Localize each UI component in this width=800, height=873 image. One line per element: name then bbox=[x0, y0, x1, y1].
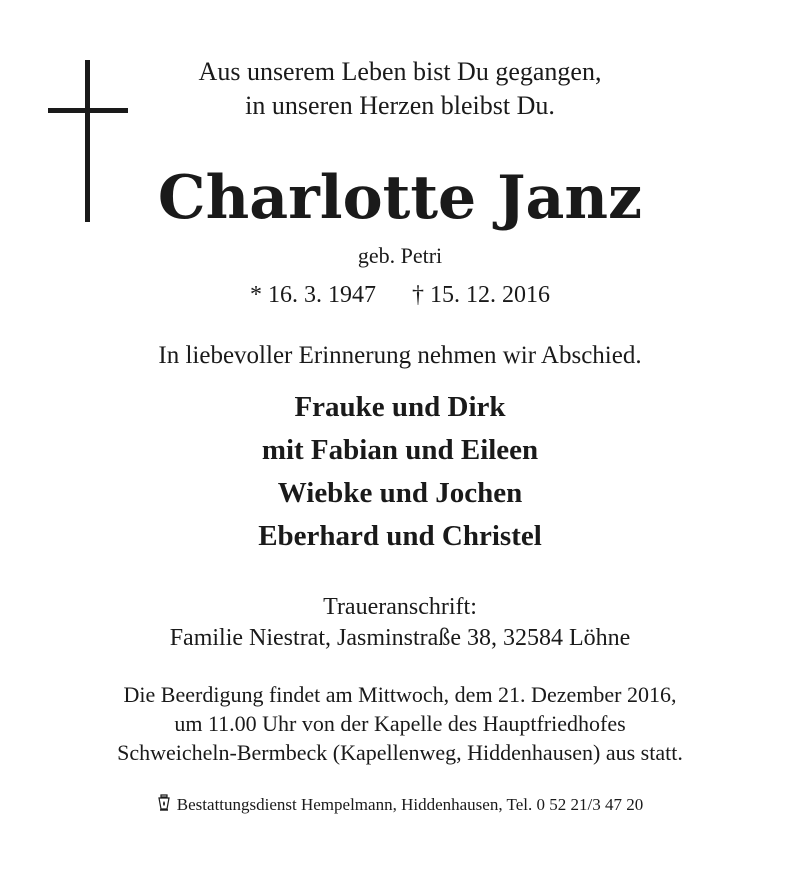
undertaker-info bbox=[0, 794, 800, 818]
birth-date: * 16. 3. 1947 bbox=[250, 282, 376, 308]
funeral-info-line-2: um 11.00 Uhr von der Kapelle des Hauptfriedhofes bbox=[174, 711, 626, 736]
grave-lantern-icon bbox=[157, 794, 171, 818]
undertaker-text: Bestattungsdienst Hempelmann, Hiddenhausen, Tel. 0 52 21/3 47 20 bbox=[176, 795, 644, 814]
death-date: † 15. 12. 2016 bbox=[412, 282, 550, 308]
mourner-line: Frauke und Dirk bbox=[294, 391, 506, 423]
address-label: Traueranschrift: bbox=[323, 594, 477, 620]
mourner-line: Wiebke und Jochen bbox=[277, 477, 523, 509]
funeral-info-line-1: Die Beerdigung findet am Mittwoch, dem 21. Dezember 2016, bbox=[123, 682, 677, 707]
farewell-text: In liebevoller Erinnerung nehmen wir Abschied. bbox=[158, 342, 642, 369]
motto-line-2: in unseren Herzen bleibst Du. bbox=[245, 91, 555, 120]
mourner-line: Eberhard und Christel bbox=[258, 520, 542, 552]
motto-line-1: Aus unserem Leben bist Du gegangen, bbox=[198, 57, 602, 86]
mourner-line: mit Fabian und Eileen bbox=[261, 434, 539, 466]
life-dates bbox=[0, 281, 800, 309]
maiden-name: geb. Petri bbox=[357, 243, 443, 268]
address-value: Familie Niestrat, Jasminstraße 38, 32584 Löhne bbox=[169, 625, 631, 651]
funeral-info-line-3: Schweicheln-Bermbeck (Kapellenweg, Hiddenhausen) aus statt. bbox=[117, 740, 683, 765]
deceased-name: Charlotte Janz bbox=[157, 163, 643, 233]
